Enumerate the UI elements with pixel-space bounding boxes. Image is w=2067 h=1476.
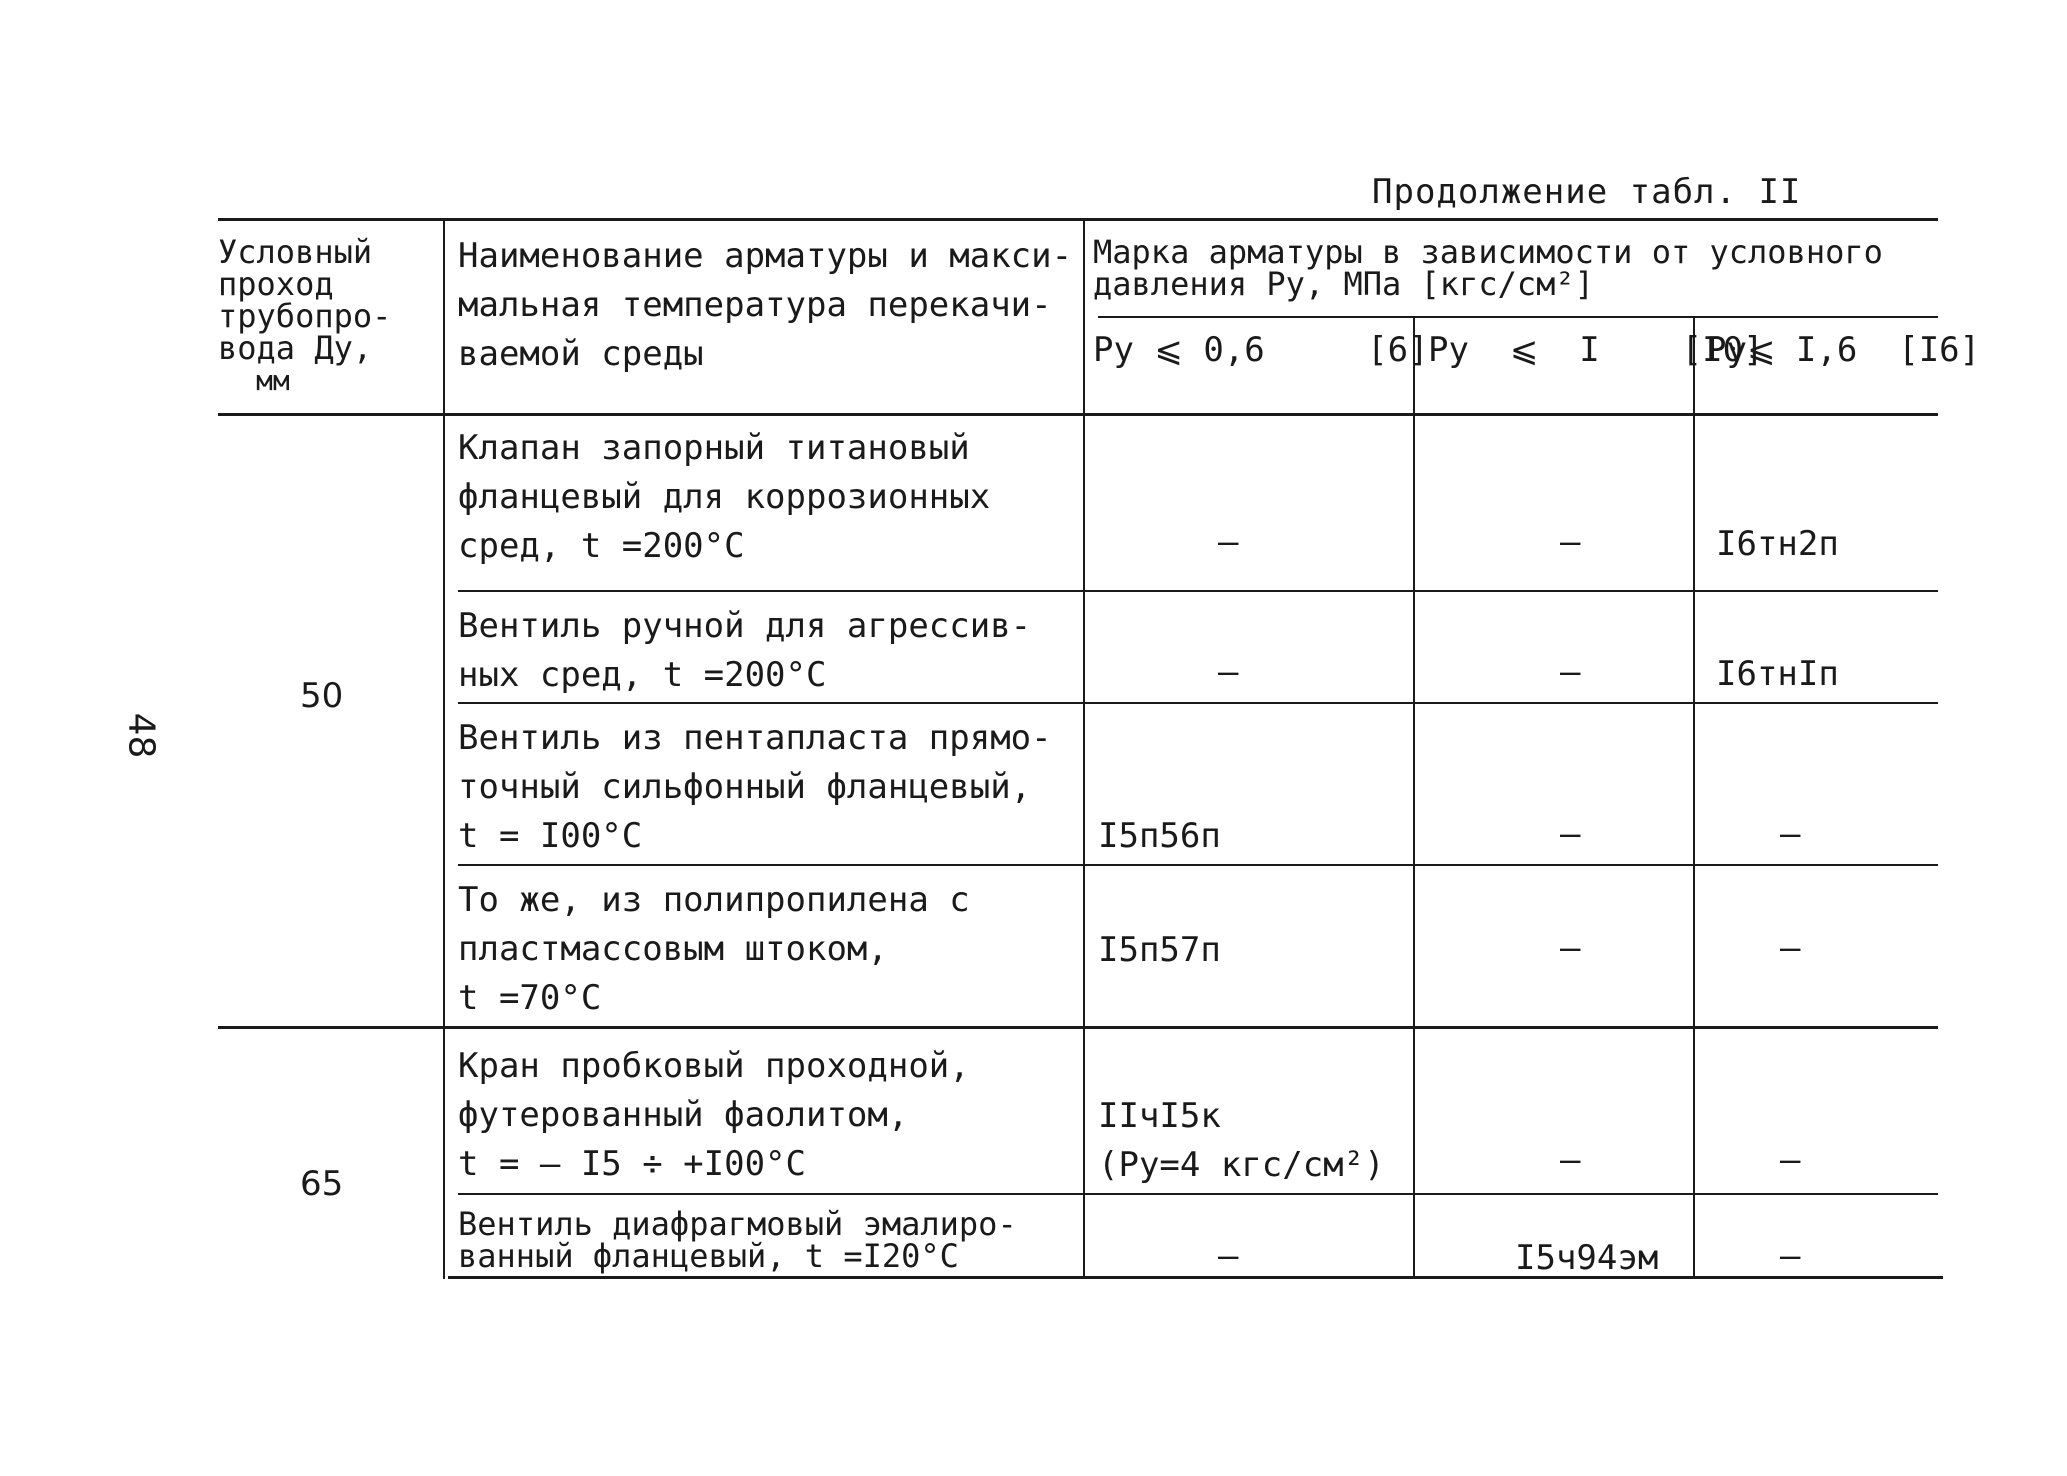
row-name: Кран пробковый проходной, футерованный фаолитом, t = – I5 ÷ +I00°С [458,1046,970,1184]
row-name: Клапан запорный титановый фланцевый для коррозионных сред, t =200°С [458,428,991,566]
row-p16: – [1780,1236,1801,1276]
brand-subheader-line [1098,316,1938,318]
row-p1: – [1560,652,1581,692]
header-dn-unit: мм [256,364,290,397]
dn-value: 65 [300,1164,344,1204]
row-p1: – [1560,1140,1581,1180]
row-p06: – [1218,522,1239,562]
row-p06: I5п57п [1098,930,1221,970]
row-p06: IIчI5к (Ру=4 кгс/см²) [1098,1096,1385,1185]
row-p1: – [1560,814,1581,854]
page-number: 48 [120,712,162,759]
row-p06: I5п56п [1098,816,1221,856]
row-p16: I6тнIп [1716,654,1839,694]
row-p1: I5ч94эм [1515,1238,1659,1278]
col-divider-p06 [1413,316,1415,1279]
col-divider-p1 [1693,316,1695,1279]
col-divider-name [1083,218,1085,1279]
row-separator [458,1193,1938,1195]
header-bottom-border [218,413,1938,416]
row-name: Вентиль диафрагмовый эмалиро- ванный фланцевый, t =I20°С [458,1205,1017,1275]
header-p1: Ру ⩽ I [I0] [1428,330,1764,370]
row-p16: – [1780,814,1801,854]
col-divider-dn [443,218,445,1279]
row-p16: I6тн2п [1716,524,1839,564]
row-name: Вентиль ручной для агрессив- ных сред, t =200°С [458,606,1032,695]
header-dn: Условный проход трубопро- вода Ду, [218,233,392,367]
row-p16: – [1780,1140,1801,1180]
row-separator [458,702,1938,704]
header-name: Наименование арматуры и макси- мальная температура перекачи- ваемой среды [458,236,1073,374]
row-name: Вентиль из пентапласта прямо- точный сильфонный фланцевый, t = I00°С [458,718,1052,856]
header-brand-group: Марка арматуры в зависимости от условного давления Ру, МПа [кгс/см²] [1093,233,1883,303]
row-p16: – [1780,928,1801,968]
row-name: То же, из полипропилена с пластмассовым штоком, t =70°С [458,880,970,1018]
table-bottom-border [448,1276,1943,1279]
header-p16: Ру⩽ I,6 [I6] [1706,330,1981,370]
row-p1: – [1560,522,1581,562]
header-p06: Ру ⩽ 0,6 [6] [1093,330,1429,370]
group-separator [218,1026,1938,1029]
dn-value: 50 [300,676,344,716]
table-top-border [218,218,1938,221]
row-p06: – [1218,652,1239,692]
row-separator [458,864,1938,866]
row-separator [458,590,1938,592]
row-p1: – [1560,928,1581,968]
continuation-label: Продолжение табл. II [1372,172,1802,212]
row-p06: – [1218,1236,1239,1276]
